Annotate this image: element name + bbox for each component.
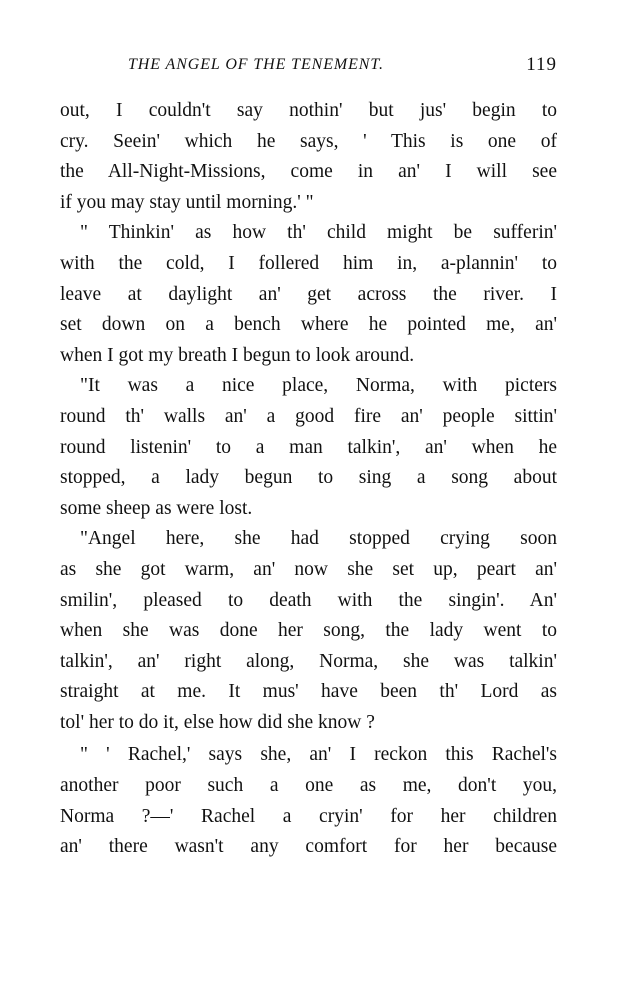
text-line: if you may stay until morning.' " — [60, 191, 314, 213]
text-line: talkin', an' right along, Norma, she was talkin' — [60, 650, 557, 672]
text-line: set down on a bench where he pointed me, an' — [60, 314, 557, 336]
text-line: smilin', pleased to death with the singin'. An' — [60, 589, 557, 611]
text-line: some sheep as were lost. — [60, 497, 253, 519]
text-line: straight at me. It mus' have been th' Lord as — [60, 681, 557, 703]
text-line: the All-Night-Missions, come in an' I will see — [60, 161, 557, 183]
text-line: another poor such a one as me, don't you, — [60, 775, 557, 797]
text-line: " ' Rachel,' says she, an' I reckon this Rachel's — [80, 744, 557, 766]
paragraph-4 — [60, 524, 557, 738]
text-line: cry. Seein' which he says, ' This is one of — [60, 130, 557, 152]
text-line: "It was a nice place, Norma, with picters — [80, 375, 557, 397]
paragraph-2 — [60, 218, 557, 371]
paragraph-3 — [60, 371, 557, 524]
text-line: Norma ?—' Rachel a cryin' for her children — [60, 805, 557, 827]
paragraph-1 — [60, 96, 557, 218]
text-line: as she got warm, an' now she set up, peart an' — [60, 558, 557, 580]
paragraph-5 — [60, 740, 557, 862]
text-line: round th' walls an' a good fire an' people sittin' — [60, 405, 557, 427]
text-line: tol' her to do it, else how did she know ? — [60, 711, 375, 733]
running-title: THE ANGEL OF THE TENEMENT. — [128, 56, 384, 73]
text-line: round listenin' to a man talkin', an' when he — [60, 436, 557, 458]
text-line: stopped, a lady begun to sing a song about — [60, 467, 557, 489]
text-line: leave at daylight an' get across the river. I — [60, 283, 557, 305]
text-line: out, I couldn't say nothin' but jus' begin to — [60, 100, 557, 121]
text-line: "Angel here, she had stopped crying soon — [80, 528, 557, 550]
text-line: when she was done her song, the lady went to — [60, 620, 557, 642]
running-head — [60, 56, 557, 80]
text-line: an' there wasn't any comfort for her because — [60, 836, 557, 858]
page-number: 119 — [526, 54, 557, 75]
text-line: " Thinkin' as how th' child might be sufferin' — [80, 222, 557, 244]
text-line: with the cold, I follered him in, a-plannin' to — [60, 252, 557, 274]
text-line: when I got my breath I begun to look around. — [60, 344, 415, 366]
body-text — [60, 96, 557, 863]
